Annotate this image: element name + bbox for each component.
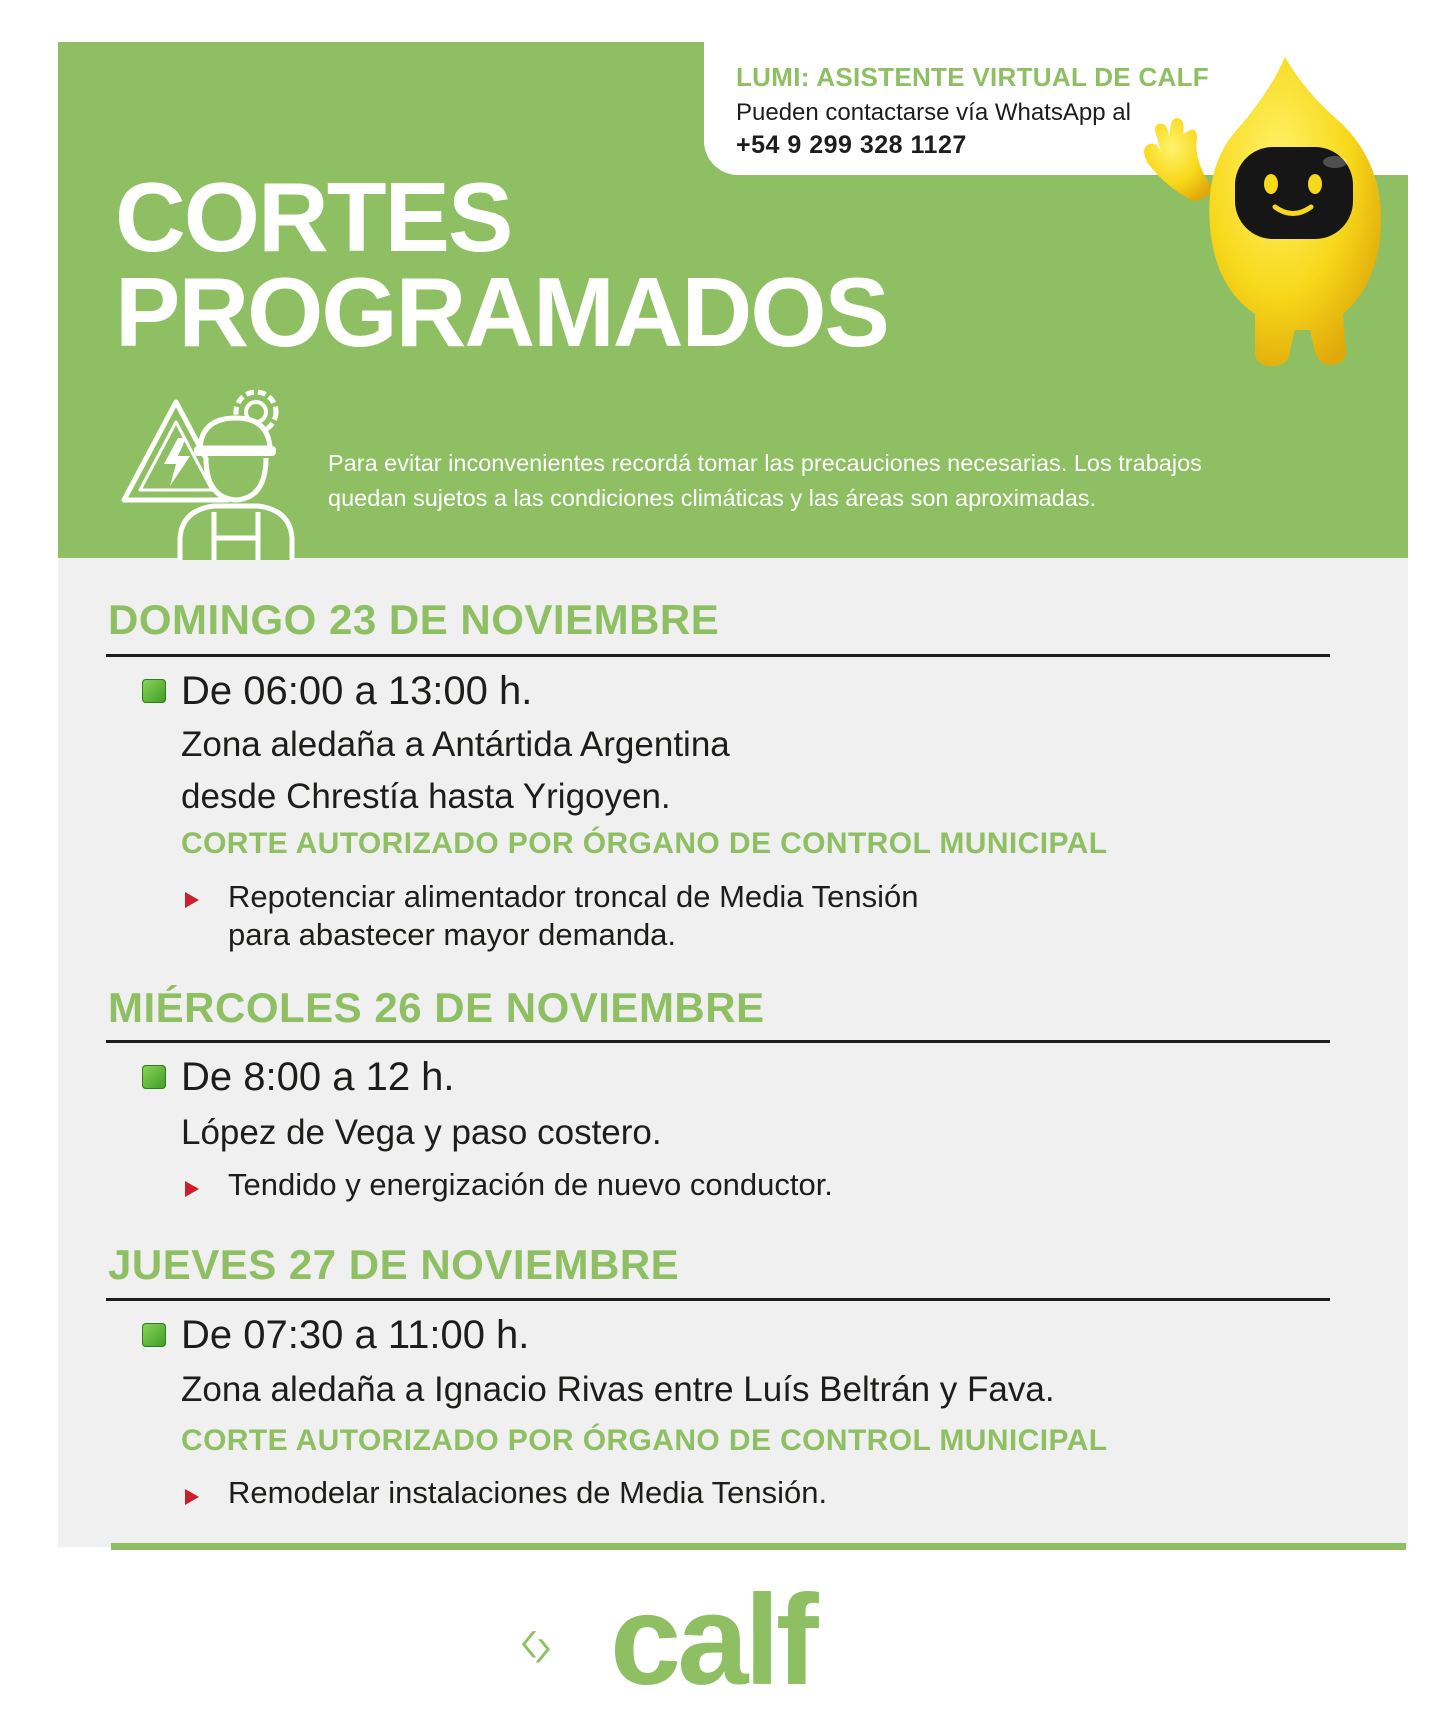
authorization-note: CORTE AUTORIZADO POR ÓRGANO DE CONTROL MUNICIPAL — [181, 1424, 1108, 1457]
task-line: Remodelar instalaciones de Media Tensión. — [228, 1475, 828, 1510]
outage-area-line: Zona aledaña a Ignacio Rivas entre Luís Beltrán y Fava. — [181, 1370, 1055, 1409]
assistant-phone[interactable]: +54 9 299 328 1127 — [736, 131, 967, 159]
red-triangle-bullet-icon — [185, 892, 199, 908]
red-triangle-bullet-icon — [185, 1489, 199, 1505]
outage-area-line: López de Vega y paso costero. — [181, 1113, 662, 1152]
precaution-notice — [328, 446, 1338, 516]
calf-logo-text: calf — [610, 1569, 815, 1712]
green-square-icon — [142, 1065, 166, 1089]
outage-time: De 8:00 a 12 h. — [181, 1055, 455, 1099]
outage-time: De 06:00 a 13:00 h. — [181, 669, 533, 713]
green-square-icon — [142, 1323, 166, 1347]
day-divider — [106, 1040, 1330, 1043]
red-triangle-bullet-icon — [185, 1181, 199, 1197]
task-line: Repotenciar alimentador troncal de Media Tensión — [228, 879, 919, 914]
authorization-note: CORTE AUTORIZADO POR ÓRGANO DE CONTROL MUNICIPAL — [181, 827, 1108, 860]
assistant-title: LUMI: ASISTENTE VIRTUAL DE CALF — [736, 62, 1209, 92]
calf-logo-icon — [520, 1585, 620, 1710]
lumi-mascot-icon — [1135, 52, 1395, 372]
green-square-icon — [142, 679, 166, 703]
notice-line-1: Para evitar inconvenientes recordá tomar las precauciones necesarias. Los trabajos — [328, 450, 1202, 476]
day-heading: MIÉRCOLES 26 DE NOVIEMBRE — [108, 984, 765, 1031]
title-line-2: PROGRAMADOS — [115, 257, 888, 367]
day-heading: DOMINGO 23 DE NOVIEMBRE — [108, 596, 720, 643]
task-line: para abastecer mayor demanda. — [228, 917, 677, 952]
outage-time: De 07:30 a 11:00 h. — [181, 1313, 530, 1357]
outage-area-line: desde Chrestía hasta Yrigoyen. — [181, 777, 671, 816]
footer-divider — [111, 1543, 1406, 1550]
notice-line-2: quedan sujetos a las condiciones climáticas y las áreas son aproximadas. — [328, 485, 1097, 511]
task-line: Tendido y energización de nuevo conductor. — [228, 1167, 833, 1202]
day-divider — [106, 654, 1330, 657]
outage-area-line: Zona aledaña a Antártida Argentina — [181, 725, 730, 764]
electrical-worker-icon — [118, 388, 313, 560]
title-line-1: CORTES — [115, 162, 512, 272]
page-title — [115, 162, 888, 367]
assistant-contact-text: Pueden contactarse vía WhatsApp al — [736, 99, 1131, 126]
day-heading: JUEVES 27 DE NOVIEMBRE — [108, 1241, 680, 1288]
day-divider — [106, 1298, 1330, 1301]
